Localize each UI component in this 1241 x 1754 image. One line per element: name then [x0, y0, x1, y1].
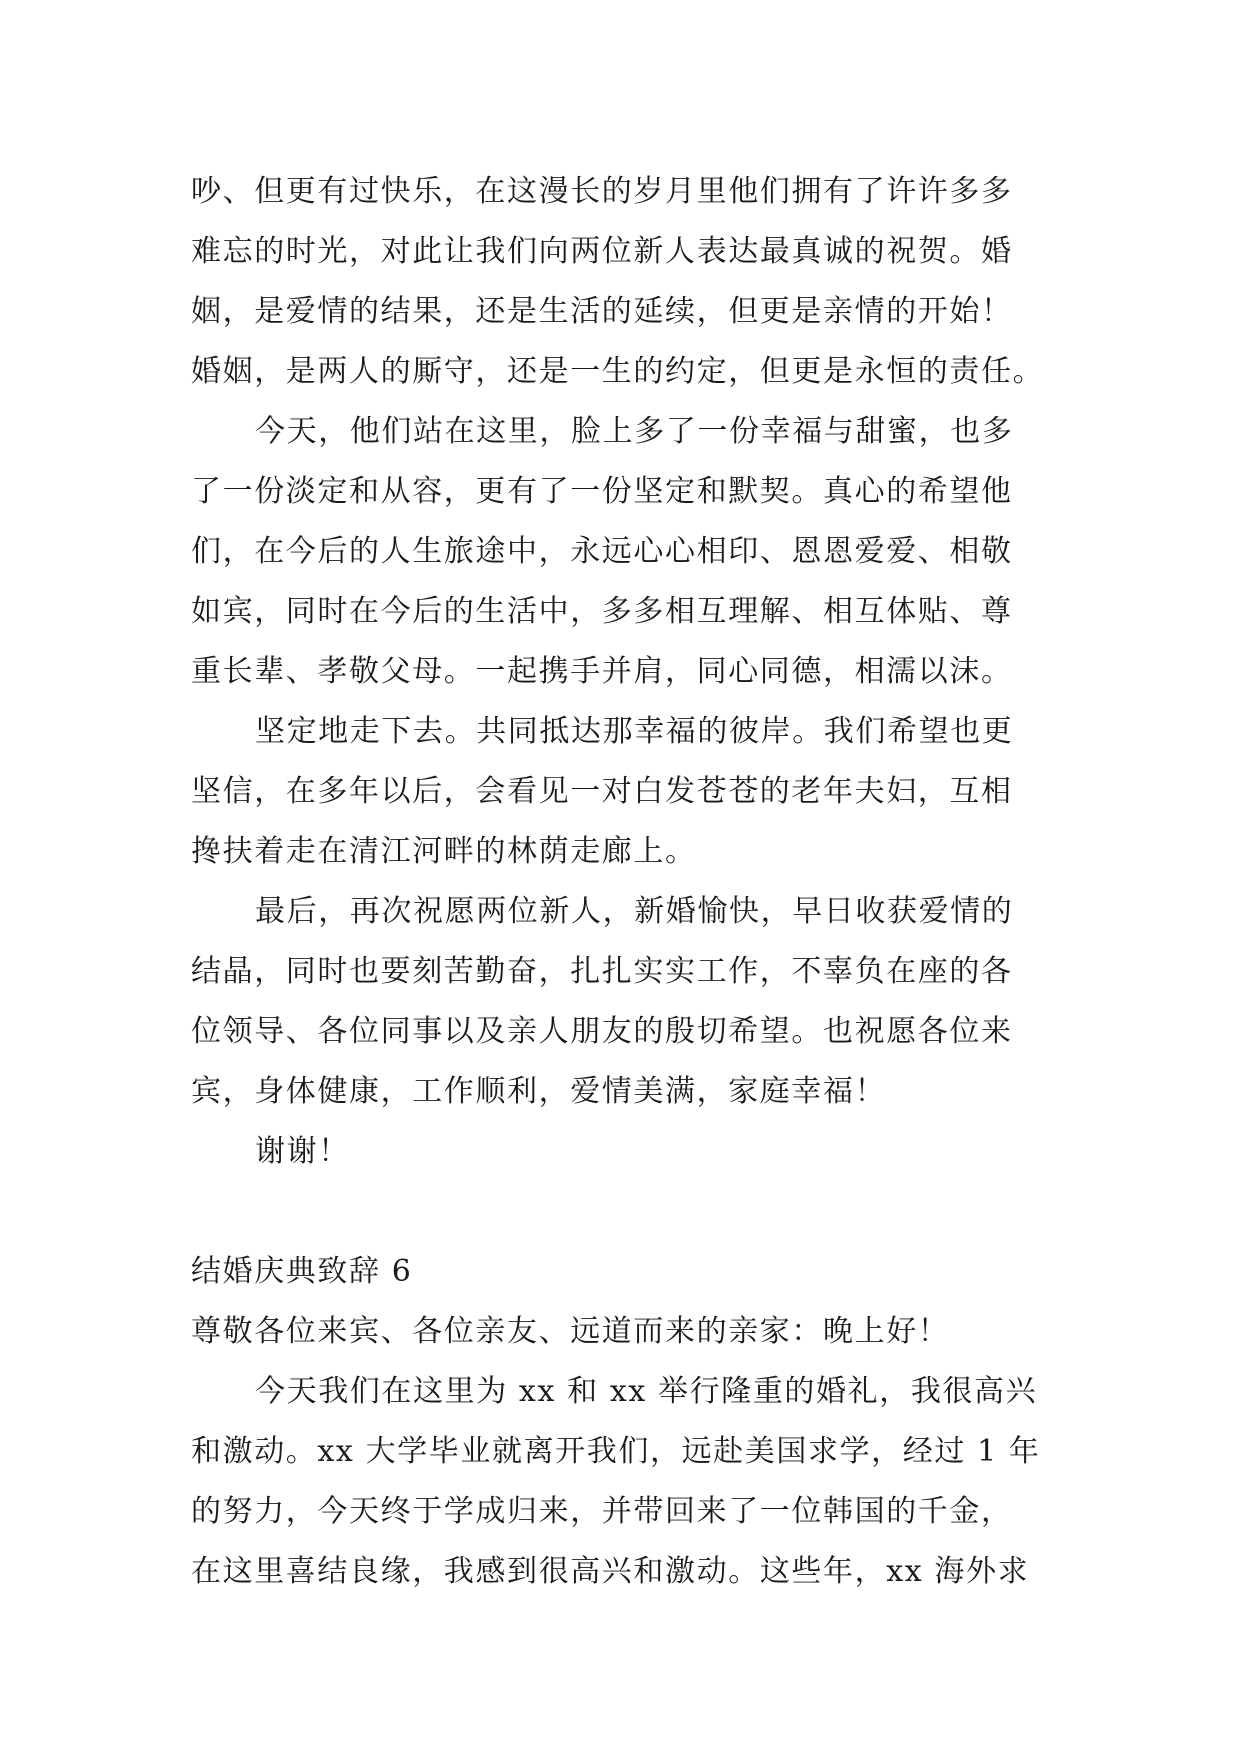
text-line: 坚信，在多年以后，会看见一对白发苍苍的老年夫妇，互相 — [191, 774, 1013, 809]
spacer — [191, 1182, 1061, 1242]
paragraph — [191, 402, 1061, 702]
section-title: 结婚庆典致辞 6 — [191, 1254, 413, 1289]
paragraph — [191, 702, 1061, 882]
text-line: 们，在今后的人生旅途中，永远心心相印、恩恩爱爱、相敬 — [191, 534, 1013, 569]
text-line: 今天我们在这里为 xx 和 xx 举行隆重的婚礼，我很高兴 — [255, 1374, 1038, 1409]
paragraph — [191, 882, 1061, 1122]
paragraph — [191, 1362, 1061, 1602]
text-line: 坚定地走下去。共同抵达那幸福的彼岸。我们希望也更 — [255, 714, 1014, 749]
text-line: 和激动。xx 大学毕业就离开我们，远赴美国求学，经过 1 年 — [191, 1434, 1041, 1469]
text-line: 位领导、各位同事以及亲人朋友的殷切希望。也祝愿各位来 — [191, 1014, 1013, 1049]
closing-thanks: 谢谢！ — [255, 1134, 350, 1169]
text-line: 了一份淡定和从容，更有了一份坚定和默契。真心的希望他 — [191, 474, 1013, 509]
text-line: 最后，再次祝愿两位新人，新婚愉快，早日收获爱情的 — [255, 894, 1014, 929]
text-line: 结晶，同时也要刻苦勤奋，扎扎实实工作，不辜负在座的各 — [191, 954, 1013, 989]
text-line: 如宾，同时在今后的生活中，多多相互理解、相互体贴、尊 — [191, 594, 1013, 629]
greeting-line: 尊敬各位来宾、各位亲友、远道而来的亲家：晚上好！ — [191, 1314, 950, 1349]
text-line: 宾，身体健康，工作顺利，爱情美满，家庭幸福！ — [191, 1074, 887, 1109]
text-line: 难忘的时光，对此让我们向两位新人表达最真诚的祝贺。婚 — [191, 234, 1013, 269]
text-line: 在这里喜结良缘，我感到很高兴和激动。这些年，xx 海外求 — [191, 1554, 1030, 1589]
text-line: 吵、但更有过快乐，在这漫长的岁月里他们拥有了许许多多 — [191, 174, 1013, 209]
text-line: 今天，他们站在这里，脸上多了一份幸福与甜蜜，也多 — [255, 414, 1014, 449]
paragraph — [191, 162, 1061, 402]
text-line: 的努力，今天终于学成归来，并带回来了一位韩国的千金， — [191, 1494, 1013, 1529]
text-line: 姻，是爱情的结果，还是生活的延续，但更是亲情的开始！ — [191, 294, 1013, 329]
text-line: 婚姻，是两人的厮守，还是一生的约定，但更是永恒的责任。 — [191, 354, 1045, 389]
document-body — [191, 162, 1061, 1602]
text-line: 重长辈、孝敬父母。一起携手并肩，同心同德，相濡以沫。 — [191, 654, 1013, 689]
text-line: 搀扶着走在清江河畔的林荫走廊上。 — [191, 834, 697, 869]
